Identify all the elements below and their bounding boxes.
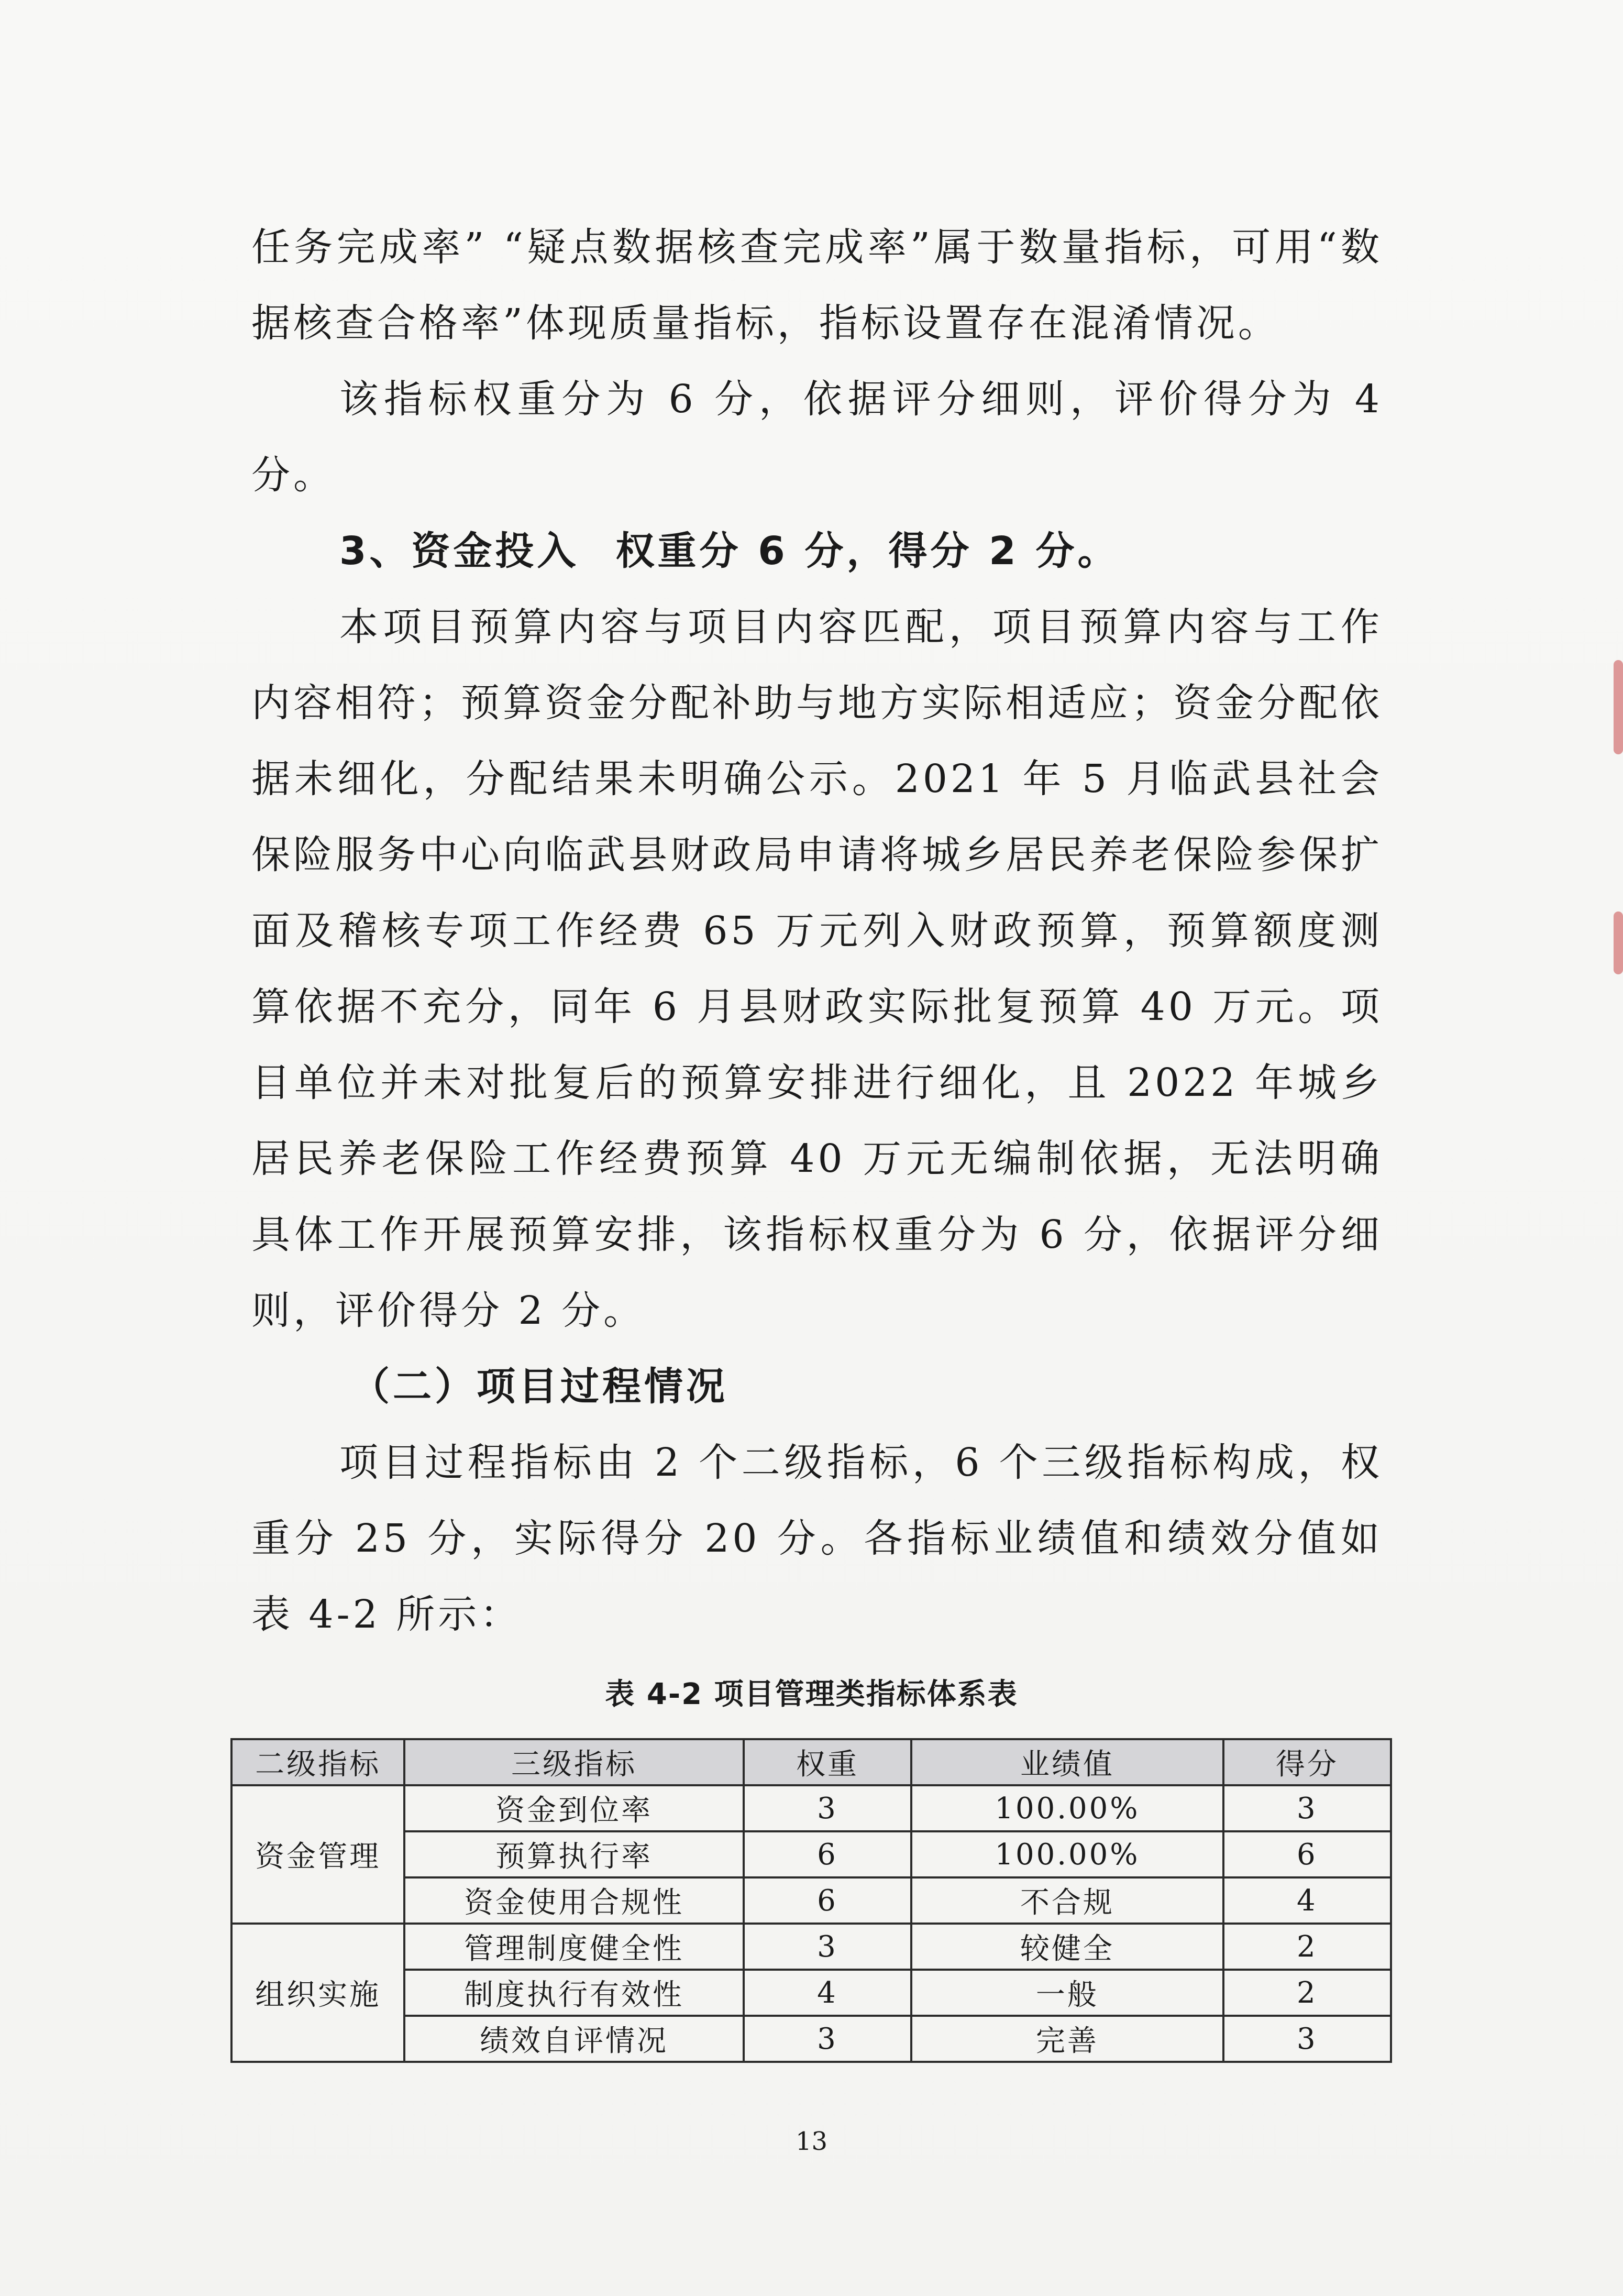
paragraph-fund-input: 本项目预算内容与项目内容匹配，项目预算内容与工作内容相符；预算资金分配补助与地方实际相适应；资金分配依据未细化，分配结果未明确公示。2021 年 5 月临武县社会保险服务中心向临武县财政局申请将城乡居民养老保险参保扩面及稽核专项工作经费 65 万元列入财政预算，预算额度测算依据不充分，同年 6 月县财政实际批复预算 40 万元。项目单位并未对批复后的预算安排进行细化，且 2022 年城乡居民养老保险工作经费预算 40 万元无编制依据，无法明确具体工作开展预算安排，该指标权重分为 6 分，依据评分细则，评价得分 2 分。 bbox=[251, 605, 1383, 1333]
section-heading-process: （二）项目过程情况 bbox=[351, 1364, 728, 1409]
value-cell: 较健全 bbox=[911, 1924, 1223, 1970]
table-header-row bbox=[231, 1739, 1391, 1785]
body-text bbox=[251, 210, 1383, 1653]
header-value: 业绩值 bbox=[911, 1739, 1223, 1785]
score-cell: 2 bbox=[1223, 1924, 1391, 1970]
score-cell: 2 bbox=[1223, 1970, 1391, 2016]
value-cell: 完善 bbox=[911, 2016, 1223, 2062]
table-row bbox=[231, 1970, 1391, 2016]
header-score: 得分 bbox=[1223, 1739, 1391, 1785]
weight-cell: 3 bbox=[744, 1924, 911, 1970]
table-row bbox=[231, 2016, 1391, 2062]
weight-cell: 4 bbox=[744, 1970, 911, 2016]
paragraph-indicator-confusion: 任务完成率” “疑点数据核查完成率”属于数量指标，可用“数据核查合格率”体现质量指标，指标设置存在混淆情况。 bbox=[251, 225, 1383, 346]
level3-cell: 资金到位率 bbox=[404, 1785, 744, 1831]
paragraph-process-summary: 项目过程指标由 2 个二级指标，6 个三级指标构成，权重分 25 分，实际得分 20 分。各指标业绩值和绩效分值如表 4-2 所示： bbox=[251, 1440, 1383, 1637]
level3-cell: 制度执行有效性 bbox=[404, 1970, 744, 2016]
level3-cell: 资金使用合规性 bbox=[404, 1877, 744, 1924]
page-number: 13 bbox=[795, 2127, 828, 2156]
group-level2-cell: 资金管理 bbox=[231, 1785, 404, 1924]
level3-cell: 预算执行率 bbox=[404, 1831, 744, 1877]
seal-edge-mark-top bbox=[1614, 660, 1623, 754]
value-cell: 一般 bbox=[911, 1970, 1223, 2016]
score-cell: 3 bbox=[1223, 1785, 1391, 1831]
metrics-table bbox=[230, 1738, 1392, 2063]
table-row bbox=[231, 1877, 1391, 1924]
weight-cell: 3 bbox=[744, 1785, 911, 1831]
table-row bbox=[231, 1924, 1391, 1970]
score-cell: 6 bbox=[1223, 1831, 1391, 1877]
header-weight: 权重 bbox=[744, 1739, 911, 1785]
table-row bbox=[231, 1785, 1391, 1831]
weight-cell: 6 bbox=[744, 1877, 911, 1924]
value-cell: 100.00% bbox=[911, 1831, 1223, 1877]
score-cell: 4 bbox=[1223, 1877, 1391, 1924]
section-heading-fund-input bbox=[251, 513, 1383, 589]
seal-edge-mark-bottom bbox=[1614, 911, 1623, 974]
table-caption: 表 4-2 项目管理类指标体系表 bbox=[605, 1677, 1018, 1711]
header-level2: 二级指标 bbox=[231, 1739, 404, 1785]
level3-cell: 绩效自评情况 bbox=[404, 2016, 744, 2062]
header-level3: 三级指标 bbox=[404, 1739, 744, 1785]
weight-cell: 6 bbox=[744, 1831, 911, 1877]
table-row bbox=[231, 1831, 1391, 1877]
score-cell: 3 bbox=[1223, 2016, 1391, 2062]
level3-cell: 管理制度健全性 bbox=[404, 1924, 744, 1970]
weight-cell: 3 bbox=[744, 2016, 911, 2062]
section-heading-title: 3、资金投入 bbox=[339, 529, 579, 574]
group-level2-cell: 组织实施 bbox=[231, 1924, 404, 2062]
section-heading-score: 权重分 6 分，得分 2 分。 bbox=[615, 529, 1120, 574]
value-cell: 不合规 bbox=[911, 1877, 1223, 1924]
paragraph-indicator-score: 该指标权重分为 6 分，依据评分细则，评价得分为 4 分。 bbox=[251, 377, 1383, 498]
value-cell: 100.00% bbox=[911, 1785, 1223, 1831]
